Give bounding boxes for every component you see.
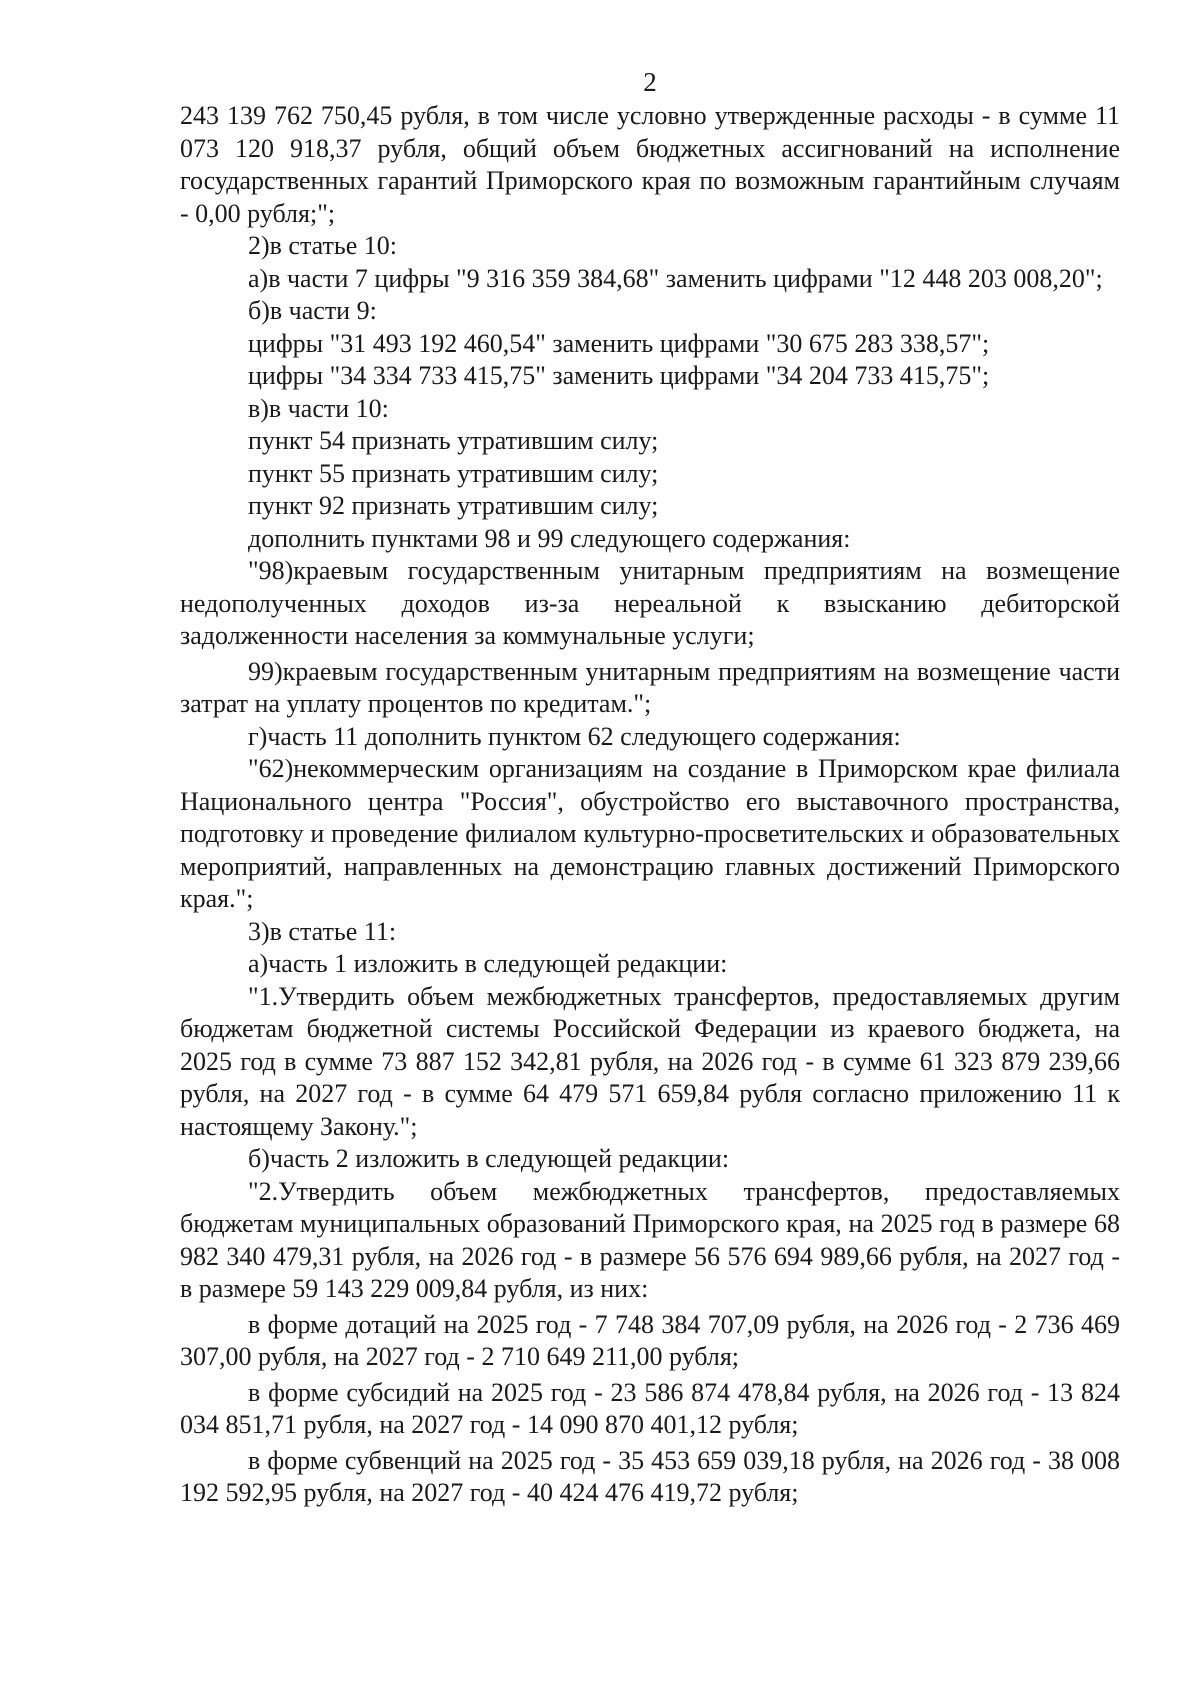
item-article-10-a: а)в части 7 цифры "9 316 359 384,68" заменить цифрами "12 448 203 008,20"; xyxy=(248,263,1103,293)
item-point-92: пункт 92 признать утратившим силу; xyxy=(248,491,659,520)
document-page xyxy=(180,66,1120,1510)
item-dotations: в форме дотаций на 2025 год - 7 748 384 707,09 рубля, на 2026 год - 2 736 469 307,00 рубля, на 2027 год - 2 710 649 211,00 рубля; xyxy=(180,1309,1120,1371)
item-article-10-v: в)в части 10: xyxy=(248,393,389,423)
item-article-10-g: г)часть 11 дополнить пунктом 62 следующего содержания: xyxy=(248,721,901,751)
item-subsidies: в форме субсидий на 2025 год - 23 586 874 478,84 рубля, на 2026 год - 13 824 034 851,71 рубля, на 2027 год - 14 090 870 401,12 рубля; xyxy=(180,1377,1120,1439)
paragraph-continuation: 243 139 762 750,45 рубля, в том числе условно утвержденные расходы - в сумме 11 073 120 918,37 рубля, общий объем бюджетных ассигнований на исполнение государственных гарантий Приморского края по возможным гарантийным случаям - 0,00 рубля;"; xyxy=(180,101,1120,228)
item-article-10-b-line1: цифры "31 493 192 460,54" заменить цифрами "30 675 283 338,57"; xyxy=(248,328,990,358)
item-point-62: "62)некоммерческим организациям на создание в Приморском крае филиала Национального центра "Россия", обустройство его выставочного пространства, подготовку и проведение филиалом культурно-просветительских и образовательных мероприятий, направленных на демонстрацию главных достижений Приморского края."; xyxy=(180,754,1120,913)
item-point-54: пункт 54 признать утратившим силу; xyxy=(248,426,659,455)
item-article-10-b: б)в части 9: xyxy=(248,296,377,325)
item-add-points: дополнить пунктами 98 и 99 следующего содержания: xyxy=(248,523,851,553)
item-subventions: в форме субвенций на 2025 год - 35 453 659 039,18 рубля, на 2026 год - 38 008 192 592,95 рубля, на 2027 год - 40 424 476 419,72 рубля; xyxy=(180,1445,1120,1507)
page-number: 2 xyxy=(643,67,657,97)
item-article-10: 2)в статье 10: xyxy=(248,231,398,260)
item-part-1-text: "1.Утвердить объем межбюджетных трансфертов, предоставляемых другим бюджетам бюджетной системы Российской Федерации из краевого бюджета, на 2025 год в сумме 73 887 152 342,81 рубля, на 2026 год - в сумме 61 323 879 239,66 рубля, на 2027 год - в сумме 64 479 571 659,84 рубля согласно приложению 11 к настоящему Закону."; xyxy=(180,981,1120,1141)
item-point-98: "98)краевым государственным унитарным предприятиям на возмещение недополученных доходов из-за нереальной к взысканию дебиторской задолженности населения за коммунальные услуги; xyxy=(180,556,1120,650)
item-article-11-a: а)часть 1 изложить в следующей редакции: xyxy=(248,949,728,978)
item-point-55: пункт 55 признать утратившим силу; xyxy=(248,458,659,488)
item-article-11: 3)в статье 11: xyxy=(248,916,397,946)
item-article-11-b: б)часть 2 изложить в следующей редакции: xyxy=(248,1144,730,1173)
item-part-2-text: "2.Утвердить объем межбюджетных трансфертов, предоставляемых бюджетам муниципальных образований Приморского края, на 2025 год в размере 68 982 340 479,31 рубля, на 2026 год - в размере 56 576 694 989,66 рубля, на 2027 год - в размере 59 143 229 009,84 рубля, из них: xyxy=(180,1176,1120,1303)
item-point-99: 99)краевым государственным унитарным предприятиям на возмещение части затрат на уплату процентов по кредитам."; xyxy=(180,656,1120,718)
item-article-10-b-line2: цифры "34 334 733 415,75" заменить цифрами "34 204 733 415,75"; xyxy=(248,361,990,390)
